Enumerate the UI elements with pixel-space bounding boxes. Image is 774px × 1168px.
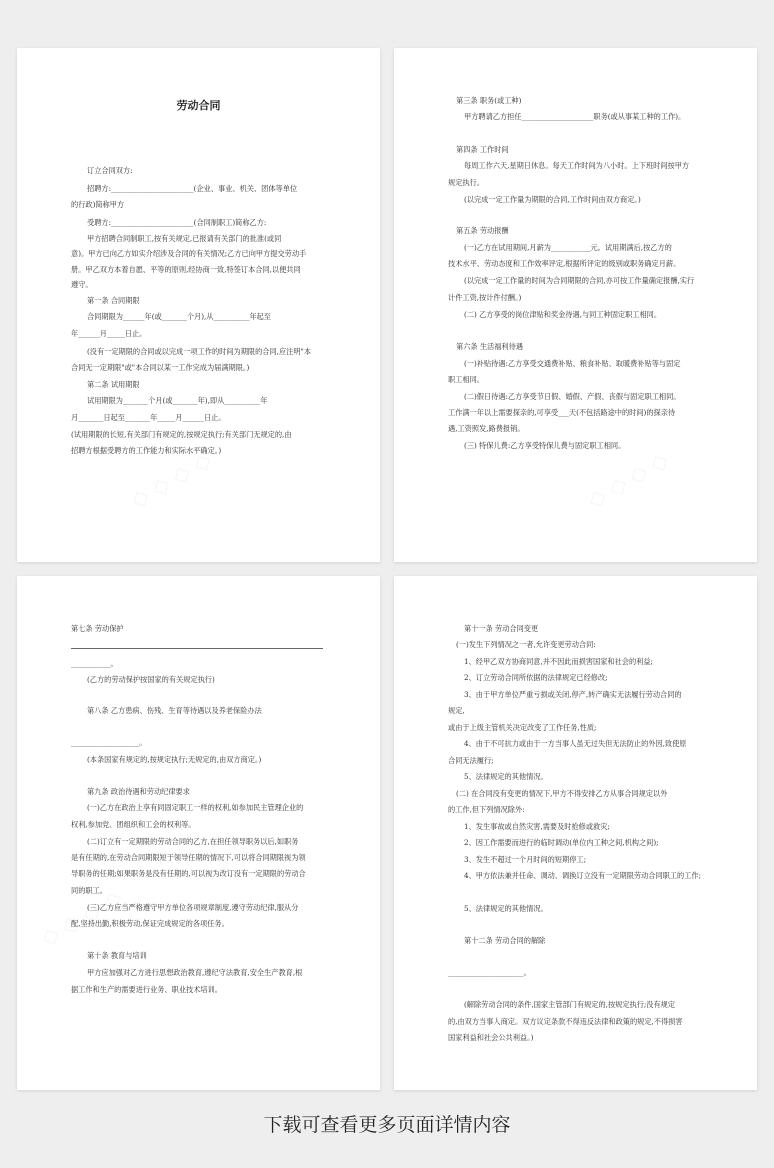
text-line: (没有一定期限的合同或以完成一项工作的时间为期限的合同,应注明"本 (87, 347, 312, 356)
text-line: (以完成一定工作量的时间为合同期限的合同,亦可按工作量确定报酬,实行 (464, 276, 695, 285)
text-line: 5、法律规定的其他情况。 (464, 772, 548, 781)
section-heading: 第九条 政治待遇和劳动纪律要求 (87, 787, 190, 796)
text-line: 受聘方:_______________________(合同制职工)简称乙方: (87, 218, 267, 227)
text-line: (一)发生下列情况之一者,允许变更劳动合同: (456, 640, 596, 649)
blank-fill-line (71, 648, 323, 649)
text-line: (二) 在合同没有变更的情况下,甲方不得安排乙方从事合同规定以外 (456, 789, 668, 798)
text-line: 4、甲方依法兼并任命、调动、调换订立没有一定期限劳动合同职工的工作; (464, 871, 701, 880)
text-line: (二)假日待遇:乙方享受节日假、婚假、产假、丧假与固定职工相同。 (464, 392, 681, 401)
text-line: (一)乙方在试用期间,月薪为___________元。试用期满后,按乙方的 (464, 243, 672, 252)
document-page-3 (17, 576, 380, 1090)
download-more-caption: 下载可查看更多页面详情内容 (263, 1114, 511, 1136)
text-line: 据工作和生产的需要进行业务、职业技术培训。 (71, 985, 222, 994)
text-line: 甲方招聘合同制职工,按有关规定,已报请有关部门的批准(或同 (87, 234, 282, 243)
text-line: 招聘方:_______________________(企业、事业、机关、团体等单位 (87, 184, 298, 193)
text-line: (解除劳动合同的条件,国家主管部门有规定的,按规定执行;没有规定 (464, 1000, 676, 1009)
section-heading: 第八条 乙方患病、伤残、生育等待遇以及养老保险办法 (87, 706, 262, 715)
section-heading: 第七条 劳动保护 (71, 624, 124, 633)
text-line: 或由于上级主管机关决定改变了工作任务,性质; (448, 723, 597, 732)
text-line: 配,坚持出勤,积极劳动,保证完成规定的各项任务。 (71, 919, 229, 928)
section-heading: 第十二条 劳动合同的解除 (464, 936, 546, 945)
document-page-2 (394, 48, 757, 562)
text-line: 国家利益和社会公共利益。) (448, 1033, 534, 1042)
section-heading: 第六条 生活福利待遇 (456, 342, 523, 351)
text-line: 甲方聘请乙方担任____________________职务(或从事某工种的工作)。 (464, 112, 686, 121)
text-line: 工作满一年以上需要探亲的,可享受___天(不包括路途中的时间)的探亲待 (448, 408, 676, 417)
text-line: 遵守。 (71, 280, 93, 289)
text-line: (乙方的劳动保护按国家的有关规定执行) (87, 675, 215, 684)
text-line: 1、发生事故或自然灾害,需要及时抢修或救灾; (464, 822, 610, 831)
text-line: (试用期限的长短,有关部门有规定的,按规定执行;有关部门无规定的,由 (71, 430, 292, 439)
text-line: 月_______日起至_______年_____月______日止。 (71, 413, 226, 422)
text-line: 规定, (448, 706, 465, 715)
text-line: (三) 特保儿费:乙方享受特保儿费与固定职工相同。 (464, 441, 626, 450)
text-line: 3、发生不超过一个月时间的短期停工; (464, 855, 586, 864)
text-line: 技术水平、劳动态度和工作效率评定,根据所评定的级别或职务确定月薪。 (448, 259, 681, 268)
text-line: 2、订立劳动合同所依据的法律规定已经修改; (464, 673, 608, 682)
text-line: 每周工作六天,星期日休息。每天工作时间为八小时。上下班时间按甲方 (464, 161, 690, 170)
text-line: 规定执行。 (448, 178, 484, 187)
section-heading: 第十条 教育与培训 (87, 951, 147, 960)
text-line: 订立合同双方: (87, 166, 133, 175)
text-line: 3、由于甲方单位严重亏损或关闭,停产,转产确实无法履行劳动合同的 (464, 690, 682, 699)
section-heading: 第五条 劳动报酬 (456, 226, 509, 235)
text-line: 意)。甲方已向乙方如实介绍涉及合同的有关情况;乙方已向甲方提交劳动手 (71, 249, 307, 258)
document-page-1 (17, 48, 380, 562)
text-line: 权利,参加党、团组织和工会的权利等。 (71, 820, 196, 829)
document-page-4 (394, 576, 757, 1090)
text-line: 甲方应加强对乙方进行思想政治教育,遵纪守法教育,安全生产教育,根 (87, 968, 303, 977)
text-line: 5、法律规定的其他情况。 (464, 904, 548, 913)
text-line: 同的职工。 (71, 886, 107, 895)
text-line: ___________。 (71, 659, 118, 668)
section-heading: 第十一条 劳动合同变更 (464, 624, 539, 633)
text-line: (本条国家有规定的,按规定执行;无规定的,由双方商定。) (87, 755, 262, 764)
text-line: _____________________。 (448, 968, 531, 977)
text-line: 试用期限为_______个月(或_______年),即从__________年 (87, 396, 268, 405)
text-line: (三)乙方应当严格遵守甲方单位各项规章制度,遵守劳动纪律,服从分 (87, 903, 299, 912)
text-line: 计件工资,按计件付酬。) (448, 293, 522, 302)
text-line: ___________________。 (71, 738, 147, 747)
text-line: 2、因工作需要而进行的临时调动(单位内工种之间,机构之间); (464, 838, 659, 847)
text-line: (以完成一定工作量为期限的合同,工作时间由双方商定。) (464, 195, 641, 204)
contract-title: 劳动合同 (176, 99, 221, 112)
section-heading: 第一条 合同期限 (87, 296, 140, 305)
text-line: 的,由双方当事人商定。双方议定条款不得违反法律和政策的规定,不得损害 (448, 1017, 683, 1026)
text-line: (一)补贴待遇:乙方享受交通费补贴、粮食补贴、取暖费补贴等与固定 (464, 359, 681, 368)
text-line: 合同无一定期限"或"本合同以某一工作完成为届满期限。) (71, 363, 250, 372)
text-line: 招聘方根据受聘方的工作能力和实际水平确定。) (71, 446, 222, 455)
text-line: 4、由于不可抗力或由于一方当事人虽无过失但无法防止的外因,致使原 (464, 739, 687, 748)
text-line: (一)乙方在政治上享有同固定职工一样的权利,如参加民主管理企业的 (87, 803, 304, 812)
watermark (127, 448, 216, 514)
text-line: 的行政)简称甲方 (71, 200, 125, 209)
section-heading: 第二条 试用期限 (87, 380, 140, 389)
section-heading: 第三条 职务(或工种) (456, 96, 522, 105)
text-line: 年______月_____日止。 (71, 329, 147, 338)
section-heading: 第四条 工作时间 (456, 145, 509, 154)
text-line: 的工作,但下列情况除外: (448, 805, 525, 814)
text-line: 册。甲乙双方本着自愿、平等的原则,经协商一致,特签订本合同,以便共同 (71, 265, 301, 274)
watermark (584, 448, 673, 514)
text-line: 合同无法履行; (448, 756, 494, 765)
text-line: (二) 乙方享受的岗位津贴和奖金待遇,与同工种固定职工相同。 (464, 310, 662, 319)
text-line: 1、经甲乙双方协商同意,并不因此而损害国家和社会的利益; (464, 657, 653, 666)
text-line: 职工相同。 (448, 375, 484, 384)
text-line: 遇,工资照发,路费报销。 (448, 424, 525, 433)
text-line: (二)订立有一定期限的劳动合同的乙方,在担任领导职务以后,如职务 (87, 837, 299, 846)
text-line: 是有任期的,在劳动合同期限短于领导任期的情况下,可以将合同期限视为领 (71, 853, 306, 862)
text-line: 导职务的任期;如果职务是没有任期的,可以视为改订没有一定期限的劳动合 (71, 869, 306, 878)
text-line: 合同期限为______年(或_______个月),从__________年起至 (87, 312, 271, 321)
